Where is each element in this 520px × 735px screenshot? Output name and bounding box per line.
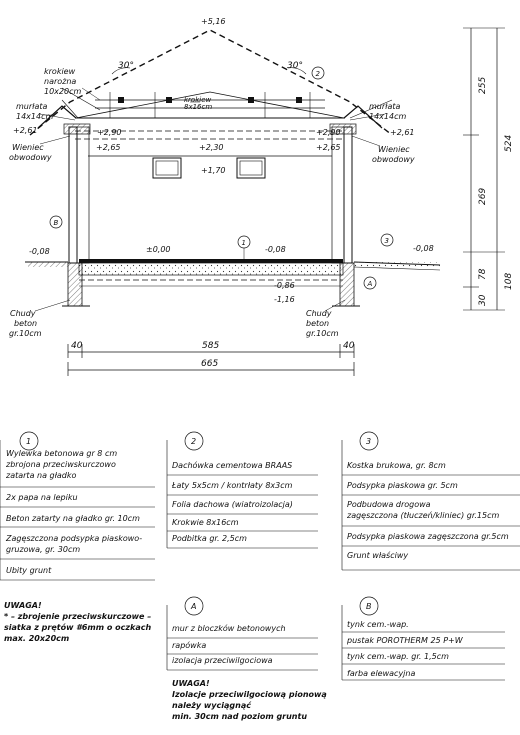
elev-ridge: +5,16: [201, 17, 226, 26]
legends-l2-rows-1-0: Łaty 5x5cm / kontrłaty 8x3cm: [172, 481, 293, 490]
legends-lA-rows-2-0: izolacja przeciwilgociowa: [172, 656, 273, 665]
note-2: [172, 679, 327, 721]
legends-l3-rows-0-0: Kostka brukowa, gr. 8cm: [347, 461, 446, 470]
dim-right-255: 255: [478, 76, 488, 94]
label-chudy-left-1: Chudy: [10, 309, 36, 318]
legend-1-marker: 1: [26, 437, 32, 446]
legends-lB-rows-1-0: pustak POROTHERM 25 P+W: [347, 636, 463, 645]
legends-l3-rows-1-0: Podsypka piaskowa gr. 5cm: [347, 481, 458, 490]
legends-l2-rows-4-0: Podbitka gr. 2,5cm: [172, 534, 247, 543]
floor-foundation: [25, 259, 440, 306]
marker-B: B: [53, 219, 59, 227]
legend-A-marker: A: [191, 602, 197, 611]
label-murlata-left-2: 14x14cm: [16, 112, 54, 121]
label-chudy-right-2: beton: [306, 319, 330, 328]
legends-l1-rows-3-1: gruzowa, gr. 30cm: [6, 545, 81, 554]
legend-3: [342, 432, 520, 570]
legend-2: [167, 432, 318, 548]
legends-l1-rows-0-0: Wylewka betonowa gr 8 cm: [6, 449, 118, 458]
marker-2: 2: [315, 70, 320, 78]
label-wieniec-right-2: obwodowy: [372, 155, 415, 164]
elev-right-265: +2,65: [316, 143, 341, 152]
label-chudy-right-1: Chudy: [306, 309, 332, 318]
marker-3: 3: [384, 237, 389, 245]
elev-ground-inner: -0,08: [265, 245, 286, 254]
legends-l2-rows-0-0: Dachówka cementowa BRAAS: [172, 461, 293, 470]
label-chudy-left-3: gr.10cm: [9, 329, 42, 338]
label-chudy-right-3: gr.10cm: [306, 329, 339, 338]
notes-n1-1: * – zbrojenie przeciwskurczowe –: [4, 612, 152, 621]
label-corner-rafter-2: narożna: [44, 77, 77, 86]
marker-1: 1: [241, 239, 246, 247]
legend-B: [342, 597, 505, 680]
legend-2-marker: 2: [191, 437, 197, 446]
marker-A: A: [367, 280, 373, 288]
legends-l1-rows-4-0: Ubity grunt: [6, 566, 52, 575]
elev-ground-right: -0,08: [413, 244, 434, 253]
legends-l3-rows-2-1: zagęszczona (tłuczeń/kliniec) gr.15cm: [347, 511, 500, 520]
legends-lB-rows-0-0: tynk cem.-wap.: [347, 620, 409, 629]
legend-1: [0, 432, 155, 580]
label-murlata-left-1: murłata: [16, 102, 48, 111]
label-chudy-left-2: beton: [14, 319, 38, 328]
elev-right-261: +2,61: [390, 128, 415, 137]
notes-n2-0: UWAGA!: [172, 679, 210, 688]
notes-n2-2: należy wyciągnąć: [172, 701, 251, 710]
label-krokiew-small-2: 8x16cm: [184, 103, 213, 111]
elev-left-261: +2,61: [13, 126, 38, 135]
dim-right-30: 30: [478, 294, 488, 306]
roof-angle-left: 30°: [118, 61, 134, 71]
label-krokiew-small-1: krokiew: [184, 96, 212, 104]
elev-found-top: -0,86: [274, 281, 295, 290]
roof-angle-right: 30°: [287, 61, 303, 71]
legends-l1-rows-2-0: Beton zatarty na gładko gr. 10cm: [6, 514, 140, 523]
dim-bottom-right: 40: [343, 341, 355, 351]
legends-lB-rows-3-0: farba elewacyjna: [347, 669, 416, 678]
elev-ground-left: -0,08: [29, 247, 50, 256]
notes-n1-2: siatka z prętów #6mm o oczkach: [4, 623, 152, 632]
label-murlata-right-1: murłata: [369, 102, 401, 111]
label-murlata-right-2: 14x14cm: [369, 112, 407, 121]
elev-floor: ±0,00: [146, 245, 171, 254]
notes-n1-3: max. 20x20cm: [4, 634, 70, 643]
legends-lA-rows-0-0: mur z bloczków betonowych: [172, 624, 286, 633]
label-wieniec-right-1: Wieniec: [378, 145, 410, 154]
note-1: [4, 601, 151, 643]
right-dimensions: [463, 28, 514, 310]
dim-right-108: 108: [504, 272, 514, 290]
label-corner-rafter-1: krokiew: [44, 67, 76, 76]
legends-l3-rows-4-0: Grunt właściwy: [347, 551, 409, 560]
dim-right-78: 78: [478, 268, 488, 280]
roof: [30, 30, 392, 135]
legend-B-marker: B: [366, 602, 372, 611]
legends-l1-rows-0-1: zbrojona przeciwskurczowo: [6, 460, 116, 469]
elev-window: +1,70: [201, 166, 226, 175]
bottom-dimensions: [68, 341, 355, 376]
dim-right-524: 524: [504, 134, 514, 152]
label-wieniec-left-1: Wieniec: [12, 143, 44, 152]
dim-bottom-mid: 585: [202, 341, 220, 351]
legend-A: [167, 597, 318, 670]
elev-plate-right: +2,90: [316, 128, 341, 137]
legends-l1-rows-1-0: 2x papa na lepiku: [6, 493, 78, 502]
legends-l1-rows-3-0: Zagęszczona podsypka piaskowo-: [6, 534, 143, 543]
legends-lA-rows-1-0: rapówka: [172, 641, 207, 650]
notes-n2-3: min. 30cm nad poziom gruntu: [172, 712, 308, 721]
notes-n2-1: Izolacje przeciwilgociową pionową: [172, 690, 327, 699]
dim-bottom-left: 40: [71, 341, 83, 351]
label-wieniec-left-2: obwodowy: [9, 153, 52, 162]
legends-l2-rows-2-0: Folia dachowa (wiatroizolacja): [172, 500, 293, 509]
legends-l1-rows-0-2: zatarta na gładko: [6, 471, 77, 480]
dim-right-269: 269: [478, 187, 488, 205]
legends-lB-rows-2-0: tynk cem.-wap. gr. 1,5cm: [347, 652, 449, 661]
notes-n1-0: UWAGA!: [4, 601, 42, 610]
dim-bottom-total: 665: [201, 359, 219, 369]
elev-found-bottom: -1,16: [274, 295, 295, 304]
legends-l2-rows-3-0: Krokwie 8x16cm: [172, 518, 239, 527]
elev-plate-left: +2,90: [97, 128, 122, 137]
elev-ceiling: +2,30: [199, 143, 224, 152]
legends-l3-rows-2-0: Podbudowa drogowa: [347, 500, 431, 509]
elev-left-265: +2,65: [96, 143, 121, 152]
legend-3-marker: 3: [366, 437, 372, 446]
label-corner-rafter-3: 10x20cm: [44, 87, 82, 96]
legends-l3-rows-3-0: Podsypka piaskowa zagęszczona gr.5cm: [347, 532, 509, 541]
